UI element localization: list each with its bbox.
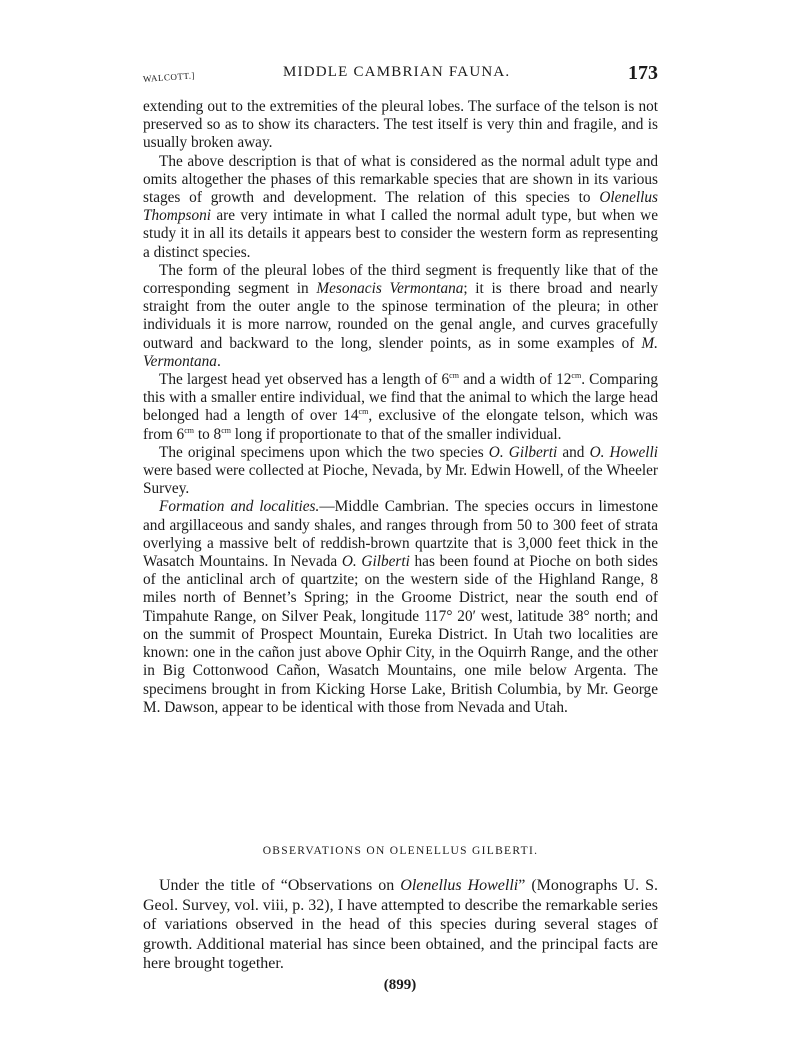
paragraph-original-specimens <box>143 444 658 499</box>
species-name: Mesonacis Vermontana <box>316 280 464 298</box>
paragraph-formation-localities <box>143 498 658 716</box>
paragraph-text: extending out to the extremities of the pleural lobes. The surface of the telson is not preserved so as to show its characters. The test itself is very thin and fragile, and is usually broken away. <box>143 98 658 152</box>
paragraph-text: ; it is there broad and nearly straight from the outer angle to the spinose termination of the pleura; in other individuals it is more narrow, rounded on the genal angle, and curves gracefully outward and backward to the long, slender points, as in some examples of <box>143 280 659 352</box>
species-name: M. Vermontana <box>143 334 658 370</box>
paragraph-text: The above description is that of what is considered as the normal adult type and omits altogether the phases of this remarkable species that are shown in its various stages of growth and development. The relation of this species to <box>143 152 658 207</box>
paragraph-text: The original specimens upon which the two species <box>159 443 489 461</box>
paragraph-text: —Middle Cambrian. The species occurs in limestone and argillaceous and sandy shales, and ranges through from 50 to 300 feet of strata overlying a massive belt of reddish-brown quartzite that is 3,000 feet thick in the Wasatch Mountains. In Nevada <box>143 498 658 571</box>
paragraph-continuation <box>143 98 658 153</box>
paragraph-text: The form of the pleural lobes of the third segment is frequently like that of the corresponding segment in <box>143 261 658 298</box>
paragraph-measurements <box>143 371 658 444</box>
section-body <box>143 876 658 974</box>
footer-serial-number: (899) <box>383 977 417 993</box>
paragraph-text: . <box>216 352 221 370</box>
paragraph-text: ” (Monographs U. S. Geol. Survey, vol. viii, p. 32), I have attempted to describe the remarkable series of variations observed in the head of this species during several stages of growth. Additional material has since been obtained, and the principal facts are here brought together. <box>143 877 659 972</box>
paragraph-text: to 8 <box>194 425 222 443</box>
species-name: Olenellus Howelli <box>400 877 519 894</box>
paragraph-observations <box>143 876 658 974</box>
species-name: O. Howelli <box>589 443 658 461</box>
paragraph-text: , exclusive of the elongate telson, which was from 6 <box>143 407 658 443</box>
paragraph-text: . Comparing this with a smaller entire individual, we find that the animal to which the large head belonged had a length of over 14 <box>143 371 658 425</box>
paragraph-text: and a width of 12 <box>458 371 572 389</box>
running-head-author: WALCOTT.] <box>142 70 196 84</box>
paragraph-text: has been found at Pioche on both sides of the anticlinal arch of quartzite; on the western side of the Highland Range, 8 miles north of Bennet’s Spring; in the Groome District, near the south end of Timpahute Range, on Silver Peak, longitude 117° 20′ west, latitude 38° north; and on the summit of Prospect Mountain, Eureka District. In Utah two localities are known: one in the cañon just above Ophir City, in the Oquirrh Range, and the other in Big Cottonwood Cañon, Wasatch Mountains, one mile below Argenta. The specimens brought in from Kicking Horse Lake, British Columbia, by Mr. George M. Dawson, appear to be identical with those from Nevada and Utah. <box>143 553 658 716</box>
paragraph-text: long if proportionate to that of the smaller individual. <box>230 425 562 443</box>
paragraph-text: are very intimate in what I called the normal adult type, but when we study it in all its details it appears best to consider the western form as representing a distinct species. <box>143 207 658 261</box>
unit-superscript: cm <box>571 370 582 380</box>
unit-superscript: cm <box>184 425 194 435</box>
paragraph-pleural-lobes <box>143 262 658 371</box>
paragraph-text: Under the title of “Observations on <box>159 877 401 894</box>
unit-superscript: cm <box>449 370 459 380</box>
unit-superscript: cm <box>358 407 369 417</box>
unit-superscript: cm <box>221 425 231 435</box>
paragraph-text: were based were collected at Pioche, Nevada, by Mr. Edwin Howell, of the Wheeler Survey. <box>143 462 658 498</box>
subheading-inline: Formation and localities. <box>159 498 320 516</box>
paragraph-text: and <box>557 443 590 461</box>
paragraph-description <box>143 153 658 262</box>
body-text <box>143 98 658 717</box>
species-name: O. Gilberti <box>488 443 558 461</box>
running-head-title: MIDDLE CAMBRIAN FAUNA. <box>283 64 511 80</box>
running-head <box>143 64 658 94</box>
section-heading: OBSERVATIONS ON OLENELLUS GILBERTI. <box>262 845 539 857</box>
paragraph-text: The largest head yet observed has a length of 6 <box>159 371 450 389</box>
page-number: 173 <box>628 62 658 84</box>
species-name: Olenellus Thompsoni <box>143 189 658 225</box>
species-name: O. Gilberti <box>341 553 410 571</box>
